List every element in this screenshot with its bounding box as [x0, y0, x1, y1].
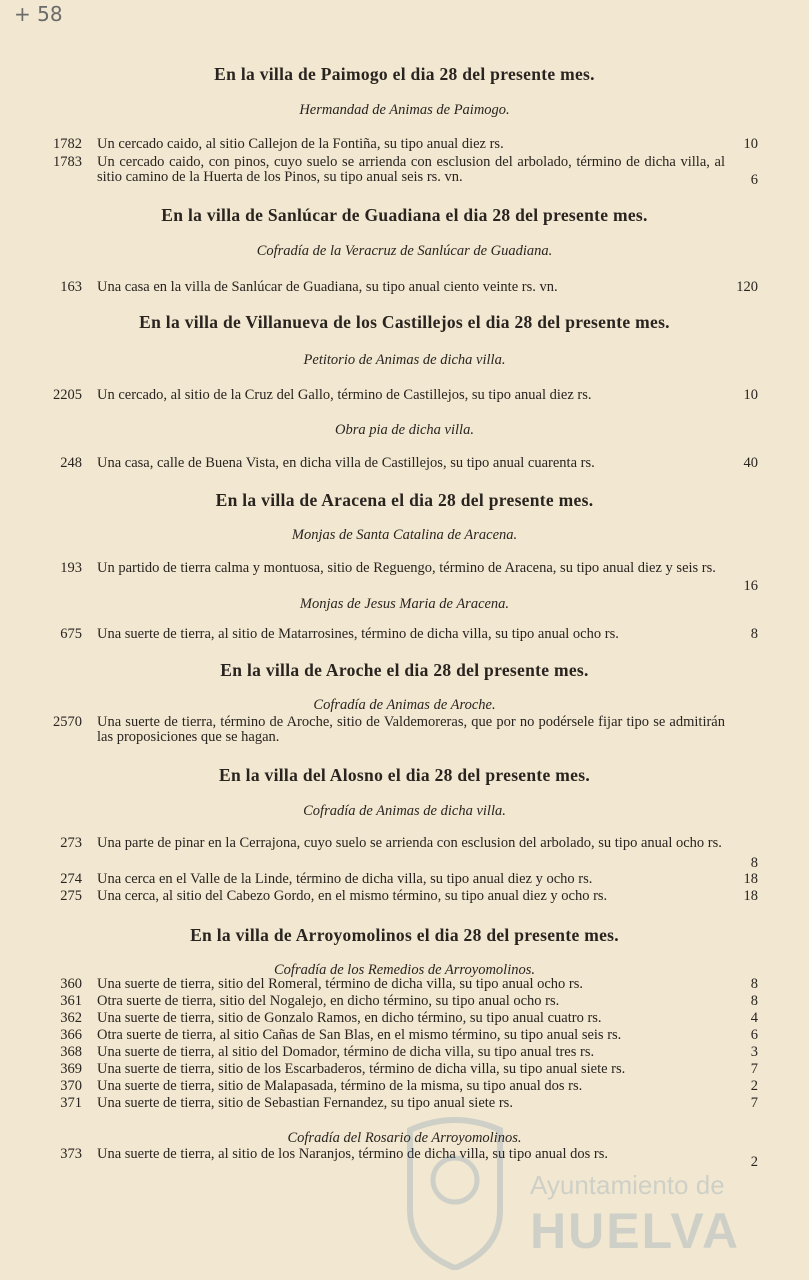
- lot-description: Un cercado, al sitio de la Cruz del Gallo, término de Castillejos, su tipo anual diez rs.: [97, 387, 592, 403]
- lot-price: 10: [743, 387, 758, 403]
- lot-description: Un partido de tierra calma y montuosa, sitio de Reguengo, término de Aracena, su tipo anual diez y seis rs.: [97, 560, 716, 576]
- lot-price: 120: [736, 279, 758, 295]
- watermark-line1: Ayuntamiento de: [530, 1170, 725, 1200]
- lot-description: Un cercado caido, al sitio Callejon de la Fontiña, su tipo anual diez rs.: [97, 136, 504, 152]
- lot-number: 2205: [53, 387, 82, 403]
- lot-number: 2570: [53, 714, 82, 730]
- watermark-line2: HUELVA: [530, 1203, 741, 1259]
- section-heading: En la villa del Alosno el dia 28 del presente mes.: [218, 765, 590, 785]
- lot-description: Una casa en la villa de Sanlúcar de Guadiana, su tipo anual ciento veinte rs. vn.: [97, 279, 558, 295]
- lot-price: 6: [750, 1027, 758, 1043]
- lot-price: 2: [750, 1078, 758, 1094]
- lot-description: Una cerca en el Valle de la Linde, término de dicha villa, su tipo anual diez y ocho rs.: [97, 871, 593, 887]
- section-subheading: Monjas de Jesus Maria de Aracena.: [299, 596, 510, 612]
- lot-price: 40: [743, 455, 758, 471]
- section-heading: En la villa de Paimogo el dia 28 del presente mes.: [214, 64, 595, 84]
- section-heading: En la villa de Sanlúcar de Guadiana el dia 28 del presente mes.: [161, 205, 648, 225]
- lot-description: Una suerte de tierra, al sitio del Domador, término de dicha villa, su tipo anual tres rs.: [97, 1044, 595, 1060]
- lot-price: 8: [750, 993, 758, 1009]
- lot-number: 366: [60, 1027, 82, 1043]
- section-heading: En la villa de Villanueva de los Castillejos el dia 28 del presente mes.: [139, 312, 670, 332]
- section-subheading: Monjas de Santa Catalina de Aracena.: [291, 527, 518, 543]
- lot-number: 373: [60, 1146, 82, 1162]
- section-subheading: Cofradía del Rosario de Arroyomolinos.: [287, 1130, 522, 1146]
- section-subheading: Hermandad de Animas de Paimogo.: [299, 102, 510, 118]
- section-heading: En la villa de Arroyomolinos el dia 28 del presente mes.: [190, 925, 619, 945]
- lot-number: 360: [60, 976, 82, 992]
- section-heading: En la villa de Aracena el dia 28 del presente mes.: [215, 490, 594, 510]
- lot-description: Una suerte de tierra, al sitio de Matarrosines, término de dicha villa, su tipo anual ocho rs.: [97, 626, 619, 642]
- lot-number: 362: [60, 1010, 82, 1026]
- lot-price: 8: [750, 976, 758, 992]
- lot-description: Una suerte de tierra, sitio de Malapasada, término de la misma, su tipo anual dos rs.: [97, 1078, 583, 1094]
- corner-note: + 58: [14, 2, 63, 26]
- lot-description: Una casa, calle de Buena Vista, en dicha villa de Castillejos, su tipo anual cuarenta rs.: [97, 455, 595, 471]
- lot-price: 7: [750, 1061, 758, 1077]
- lot-price: 8: [750, 855, 758, 871]
- lot-price: 8: [750, 626, 758, 642]
- section-subheading: Cofradía de Animas de Aroche.: [313, 697, 496, 713]
- section-subheading: Cofradía de la Veracruz de Sanlúcar de Guadiana.: [256, 243, 553, 259]
- lot-number: 369: [60, 1061, 82, 1077]
- lot-price: 2: [750, 1154, 758, 1170]
- lot-description: Una suerte de tierra, sitio de Gonzalo Ramos, en dicho término, su tipo anual cuatro rs.: [97, 1010, 602, 1026]
- lot-number: 275: [60, 888, 82, 904]
- lot-description: Una parte de pinar en la Cerrajona, cuyo suelo se arrienda con esclusion del arbolado, su tipo anual ocho rs.: [97, 835, 722, 851]
- lot-price: 3: [750, 1044, 758, 1060]
- lot-price: 18: [743, 888, 758, 904]
- lot-number: 675: [60, 626, 82, 642]
- lot-description: Una suerte de tierra, sitio de Sebastian Fernandez, su tipo anual siete rs.: [97, 1095, 513, 1111]
- lot-number: 370: [60, 1078, 82, 1094]
- lot-price: 7: [750, 1095, 758, 1111]
- lot-number: 368: [60, 1044, 82, 1060]
- lot-price: 16: [743, 578, 758, 594]
- section-heading: En la villa de Aroche el dia 28 del presente mes.: [220, 660, 589, 680]
- lot-description: Otra suerte de tierra, al sitio Cañas de San Blas, en el mismo término, su tipo anual seis rs.: [97, 1027, 622, 1043]
- lot-number: 248: [60, 455, 82, 471]
- lot-price: 4: [750, 1010, 758, 1026]
- lot-number: 1783: [53, 154, 82, 170]
- lot-number: 1782: [53, 136, 82, 152]
- lot-description: Una suerte de tierra, término de Aroche, sitio de Valdemoreras, que por no podérsele fijar tipo se admitirán las proposiciones que se hagan.: [97, 714, 725, 745]
- lot-description: Una cerca, al sitio del Cabezo Gordo, en el mismo término, su tipo anual diez y ocho rs.: [97, 888, 608, 904]
- section-subheading: Obra pia de dicha villa.: [335, 422, 474, 438]
- lot-number: 193: [60, 560, 82, 576]
- watermark: [400, 1110, 800, 1270]
- lot-description: Una suerte de tierra, sitio del Romeral, término de dicha villa, su tipo anual ocho rs.: [97, 976, 584, 992]
- lot-description: Una suerte de tierra, al sitio de los Naranjos, término de dicha villa, su tipo anual dos rs.: [97, 1146, 608, 1162]
- lot-description: Un cercado caido, con pinos, cuyo suelo se arrienda con esclusion del arbolado, término de dicha villa, al sitio camino de la Huerta de los Pinos, su tipo anual seis rs. vn.: [97, 154, 725, 185]
- lot-number: 163: [60, 279, 82, 295]
- lot-description: Una suerte de tierra, sitio de los Escarbaderos, término de dicha villa, su tipo anual siete rs.: [97, 1061, 626, 1077]
- section-subheading: Cofradía de los Remedios de Arroyomolinos.: [274, 962, 535, 978]
- crest-icon: [400, 1110, 510, 1270]
- lot-price: 18: [743, 871, 758, 887]
- section-subheading: Petitorio de Animas de dicha villa.: [303, 352, 506, 368]
- lot-number: 371: [60, 1095, 82, 1111]
- section-subheading: Cofradía de Animas de dicha villa.: [303, 803, 506, 819]
- lot-number: 361: [60, 993, 82, 1009]
- lot-price: 6: [750, 172, 758, 188]
- lot-number: 273: [60, 835, 82, 851]
- lot-description: Otra suerte de tierra, sitio del Nogalejo, en dicho término, su tipo anual ocho rs.: [97, 993, 560, 1009]
- lot-number: 274: [60, 871, 82, 887]
- lot-price: 10: [743, 136, 758, 152]
